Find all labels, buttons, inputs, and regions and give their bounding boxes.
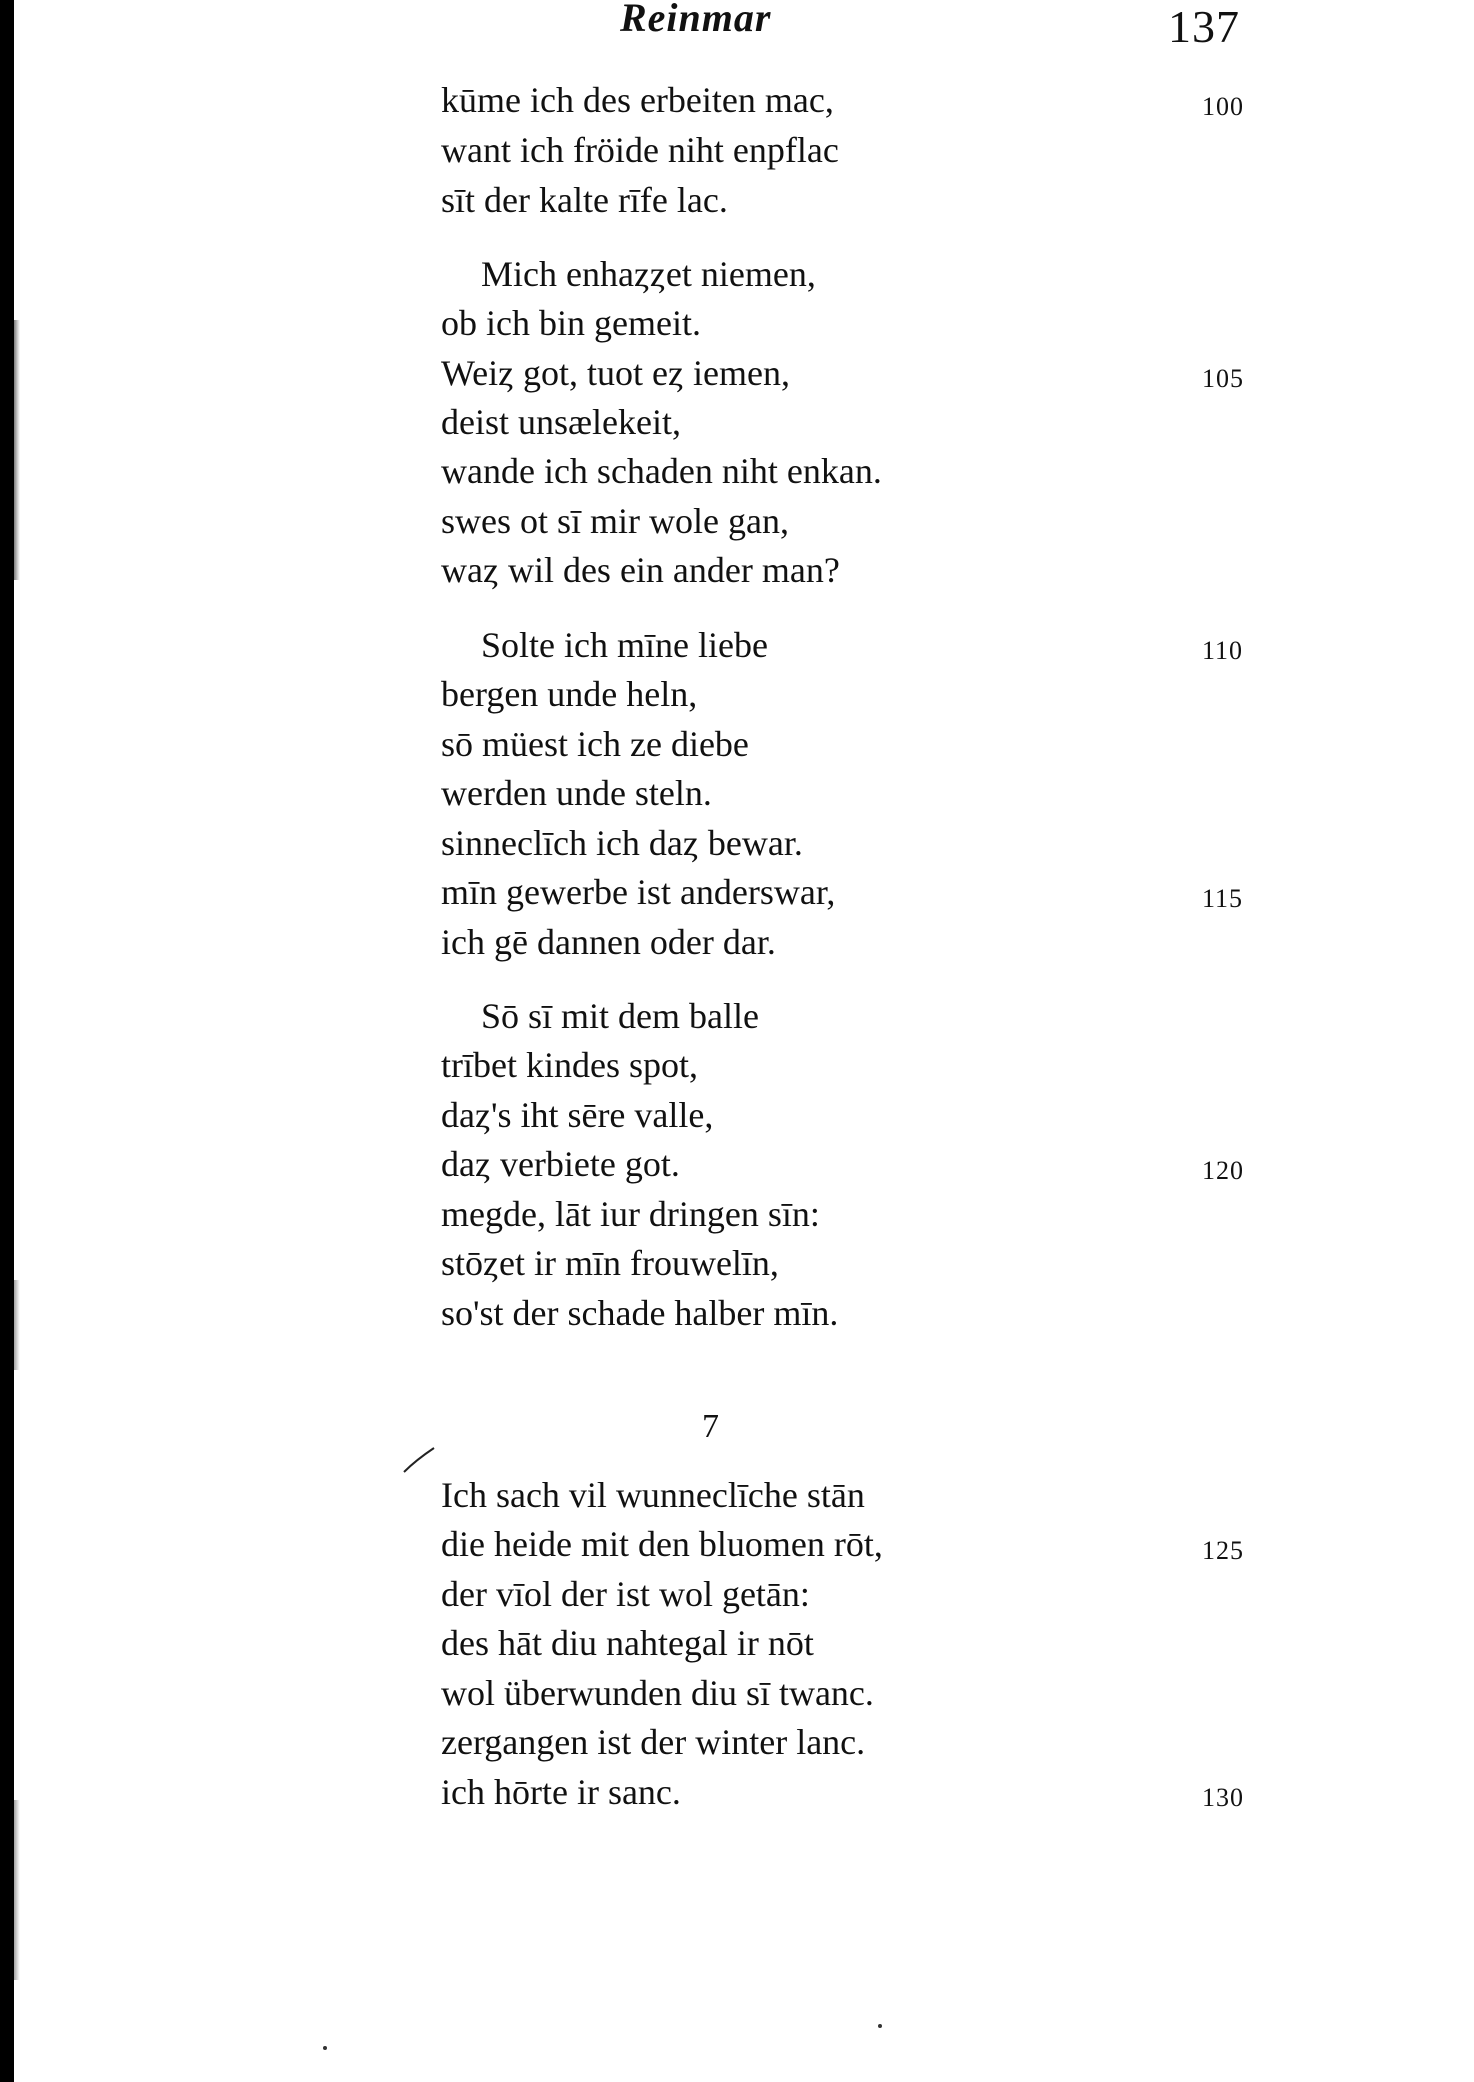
- verse-line: der vīol der ist wol getān:: [441, 1574, 810, 1614]
- verse-line: Mich enhaȥȥet niemen,: [481, 254, 816, 294]
- binding-shadow: [14, 1800, 20, 1980]
- verse-line: Sō sī mit dem balle: [481, 996, 759, 1036]
- verse-line: sō müest ich ze diebe: [441, 724, 749, 764]
- page-binding-edge: [0, 0, 14, 2082]
- verse-line: ob ich bin gemeit.: [441, 303, 701, 343]
- line-number: 120: [1202, 1156, 1244, 1185]
- binding-shadow: [14, 320, 20, 580]
- verse-line: ich gē dannen oder dar.: [441, 922, 776, 962]
- verse-line: waȥ wil des ein ander man?: [441, 550, 840, 590]
- scan-speck: [323, 2046, 327, 2050]
- section-number: 7: [702, 1408, 719, 1445]
- pencil-mark-icon: [402, 1446, 436, 1474]
- verse-line: wande ich schaden niht enkan.: [441, 451, 882, 491]
- line-number: 115: [1202, 884, 1244, 913]
- page-number: 137: [1168, 1, 1240, 52]
- verse-line: trībet kindes spot,: [441, 1045, 698, 1085]
- scan-speck: [878, 2024, 882, 2028]
- line-number: 125: [1202, 1536, 1244, 1565]
- verse-line: want ich fröide niht enpflac: [441, 130, 839, 170]
- verse-line: wol überwunden diu sī twanc.: [441, 1673, 874, 1713]
- verse-line: kūme ich des erbeiten mac,: [441, 80, 834, 120]
- verse-line: swes ot sī mir wole gan,: [441, 501, 789, 541]
- binding-shadow: [14, 1280, 20, 1370]
- verse-line: ich hōrte ir sanc.: [441, 1772, 681, 1812]
- verse-line: so'st der schade halber mīn.: [441, 1293, 839, 1333]
- verse-line: bergen unde heln,: [441, 674, 698, 714]
- line-number: 100: [1202, 92, 1244, 121]
- verse-line: Weiȥ got, tuot eȥ iemen,: [441, 353, 790, 393]
- verse-line: mīn gewerbe ist anderswar,: [441, 872, 836, 912]
- verse-line: die heide mit den bluomen rōt,: [441, 1524, 883, 1564]
- running-head: Reinmar: [620, 0, 772, 40]
- verse-line: zergangen ist der winter lanc.: [441, 1722, 866, 1762]
- verse-line: daȥ verbiete got.: [441, 1144, 680, 1184]
- verse-line: sīt der kalte rīfe lac.: [441, 180, 728, 220]
- verse-line: Solte ich mīne liebe: [481, 625, 768, 665]
- line-number: 110: [1202, 636, 1244, 665]
- verse-line: werden unde steln.: [441, 773, 712, 813]
- verse-line: Ich sach vil wunneclīche stān: [441, 1475, 865, 1515]
- verse-line: daȥ's iht sēre valle,: [441, 1095, 714, 1135]
- verse-line: megde, lāt iur dringen sīn:: [441, 1194, 820, 1234]
- verse-line: sinneclīch ich daȥ bewar.: [441, 823, 803, 863]
- line-number: 130: [1202, 1783, 1244, 1812]
- verse-line: des hāt diu nahtegal ir nōt: [441, 1623, 814, 1663]
- line-number: 105: [1202, 364, 1244, 393]
- verse-line: deist unsælekeit,: [441, 402, 681, 442]
- verse-line: stōȥet ir mīn frouwelīn,: [441, 1243, 779, 1283]
